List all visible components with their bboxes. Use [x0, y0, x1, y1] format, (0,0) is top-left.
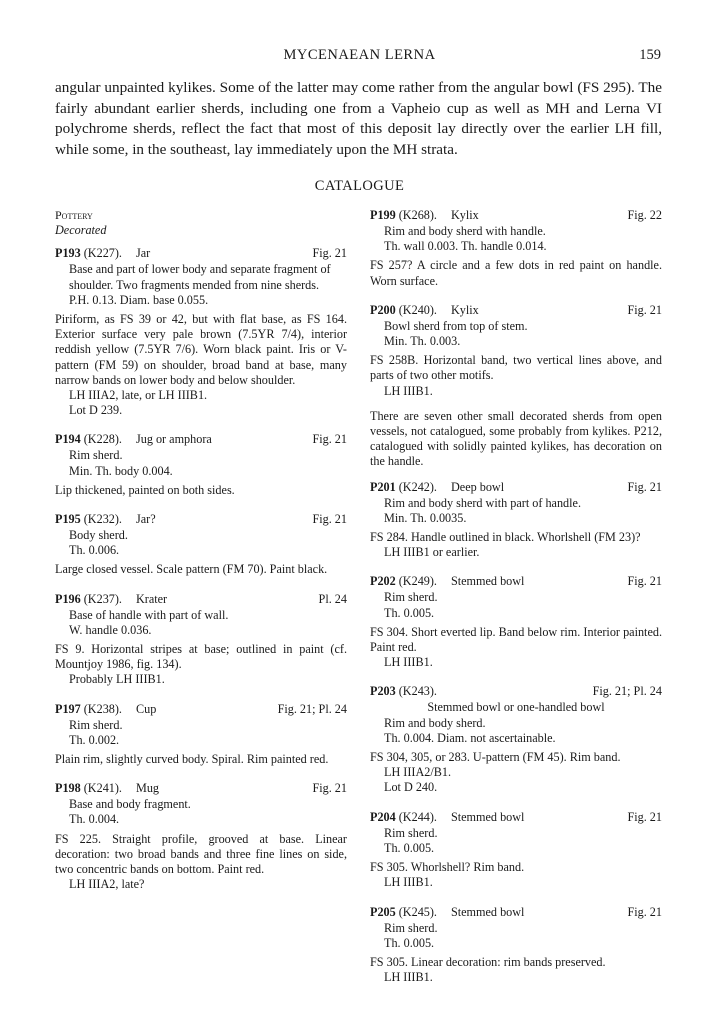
entry-detail: Min. Th. 0.003. — [384, 334, 461, 349]
entry-inventory: (K242). — [398, 479, 437, 494]
intro-paragraph: angular unpainted kylikes. Some of the latter may come rather from the angular bowl (FS 295). The fairly abundant earlier sherds, including one from a Vapheio cup as well as MH and Lerna VI polychrome sherds, reflect the fact that most of this deposit lay directly over the earlier LH fill, while some, in the southeast, lay immediately upon the MH strata. — [55, 79, 662, 158]
entry-detail: Rim and body sherd. — [384, 715, 486, 730]
entry-detail: Rim and body sherd with part of handle. — [384, 495, 581, 510]
entry-id: P203 — [370, 684, 396, 699]
entry-detail: Body sherd. — [69, 528, 128, 543]
catalogue-entry — [55, 432, 347, 498]
entry-description: FS 284. Handle outlined in black. Whorlshell (FM 23)? — [370, 530, 641, 545]
entry-detail: Th. 0.005. — [384, 935, 435, 950]
entry-type: Deep bowl — [450, 479, 505, 494]
entry-header — [370, 208, 662, 224]
entry-dating: LH IIIA2, late, or LH IIIB1. — [69, 388, 208, 403]
entry-detail: Min. Th. body 0.004. — [69, 463, 173, 478]
catalogue-entry — [55, 781, 347, 892]
entry-id: P200 — [370, 302, 396, 317]
entry-description: FS 258B. Horizontal band, two vertical lines above, and parts of two other motifs. — [370, 353, 662, 383]
entry-dating: LH IIIB1. — [384, 875, 433, 890]
catalogue-note: There are seven other small decorated sherds from open vessels, not catalogued, some probably from kylikes. P212, catalogued with solidly painted kylikes, has decoration on the handle. — [370, 408, 662, 469]
subsection-heading: Decorated — [55, 223, 107, 238]
entry-id: P205 — [370, 904, 396, 919]
entry-header — [55, 512, 347, 528]
entry-inventory: (K244). — [398, 809, 437, 824]
entry-type: Krater — [135, 591, 168, 606]
entry-type: Kylix — [450, 208, 479, 222]
catalogue-entry — [370, 905, 662, 986]
catalogue-title: CATALOGUE — [314, 178, 405, 194]
entry-detail: Th. 0.006. — [69, 543, 120, 558]
entry-header — [370, 905, 662, 921]
entry-description: FS 304. Short everted lip. Band below rim. Interior painted. Paint red. — [370, 624, 662, 655]
entry-header — [55, 781, 347, 797]
entry-type: Jug or amphora — [135, 432, 212, 447]
entry-id: P199 — [370, 208, 396, 222]
entry-inventory: (K245). — [398, 904, 437, 919]
entry-detail: Bowl sherd from top of stem. — [384, 318, 528, 333]
entry-type: Stemmed bowl — [450, 904, 525, 919]
entry-description: FS 305. Whorlshell? Rim band. — [370, 860, 525, 875]
entry-dating: Lot D 240. — [384, 780, 438, 795]
entry-header — [370, 684, 662, 700]
left-column — [55, 208, 347, 907]
entry-header — [370, 574, 662, 590]
entry-detail: Rim and body sherd with handle. — [384, 224, 546, 238]
entry-header — [370, 810, 662, 826]
entry-figure-ref: Fig. 22 — [627, 208, 662, 222]
entry-header — [55, 246, 347, 262]
right-entries-a — [370, 208, 662, 399]
entry-description: Lip thickened, painted on both sides. — [55, 482, 235, 497]
catalogue-entry — [55, 512, 347, 578]
entry-detail: Base and body fragment. — [69, 797, 191, 812]
entry-inventory: (K237). — [83, 591, 122, 606]
entry-id: P204 — [370, 809, 396, 824]
entry-inventory: (K238). — [83, 701, 122, 716]
entry-detail: Th. 0.004. Diam. not ascertainable. — [384, 730, 556, 745]
entry-detail: Th. 0.002. — [69, 732, 120, 747]
entry-figure-ref: Fig. 21 — [312, 246, 347, 261]
catalogue-entry — [370, 208, 662, 289]
entry-figure-ref: Fig. 21 — [627, 302, 662, 317]
entry-detail: Rim sherd. — [384, 590, 438, 605]
entry-detail: Th. 0.004. — [69, 812, 120, 827]
entry-detail: Base of handle with part of wall. — [69, 607, 229, 622]
catalogue-entry — [370, 480, 662, 561]
entry-detail: Rim sherd. — [384, 825, 438, 840]
entry-description: Large closed vessel. Scale pattern (FM 70). Paint black. — [55, 562, 328, 577]
entry-figure-ref: Fig. 21 — [627, 904, 662, 919]
entry-type: Stemmed bowl — [450, 574, 525, 589]
catalogue-entry — [370, 684, 662, 795]
entry-detail: P.H. 0.13. Diam. base 0.055. — [69, 292, 209, 307]
page-number: 159 — [639, 47, 661, 63]
entry-dating: LH IIIA2/B1. — [384, 765, 452, 780]
entry-inventory: (K241). — [83, 781, 122, 796]
entry-detail: Rim sherd. — [69, 717, 123, 732]
entry-description: FS 9. Horizontal stripes at base; outlined in paint (cf. Mountjoy 1986, fig. 134). — [55, 642, 347, 672]
entry-figure-ref: Fig. 21; Pl. 24 — [592, 684, 662, 699]
entry-inventory: (K228). — [83, 432, 122, 447]
entry-type: Stemmed bowl — [450, 809, 525, 824]
entry-figure-ref: Fig. 21 — [627, 809, 662, 824]
entry-detail: Base and part of lower body and separate fragment of shoulder. Two fragments mended from nine sherds. — [69, 262, 331, 292]
entry-figure-ref: Fig. 21 — [627, 479, 662, 494]
entry-figure-ref: Fig. 21 — [627, 574, 662, 589]
entry-detail: W. handle 0.036. — [69, 622, 152, 637]
right-entries-b — [370, 480, 662, 986]
catalogue-entry — [55, 702, 347, 768]
entry-dating: LH IIIB1 or earlier. — [384, 545, 480, 560]
entry-figure-ref: Pl. 24 — [318, 591, 347, 606]
catalogue-entry — [370, 303, 662, 399]
entry-detail: Th. 0.005. — [384, 840, 435, 855]
entry-id: P196 — [55, 591, 81, 606]
entry-header — [55, 592, 347, 608]
entry-type: Kylix — [450, 302, 479, 317]
entry-description: FS 257? A circle and a few dots in red paint on handle. Worn surface. — [370, 258, 662, 288]
entry-description: FS 225. Straight profile, grooved at base. Linear decoration: two broad bands and three fine lines on side, two concentric bands on bottom. Paint red. — [55, 831, 347, 877]
entry-description: FS 305. Linear decoration: rim bands preserved. — [370, 954, 606, 969]
catalogue-entry — [55, 592, 347, 688]
entry-dating: LH IIIB1. — [384, 970, 433, 985]
right-column — [370, 208, 662, 999]
entry-header — [55, 432, 347, 448]
catalogue-entry — [370, 810, 662, 891]
entry-detail: Rim sherd. — [69, 448, 123, 463]
entry-detail: Min. Th. 0.0035. — [384, 510, 467, 525]
running-head — [0, 47, 719, 67]
entry-id: P202 — [370, 574, 396, 589]
entry-type: Jar — [135, 246, 151, 261]
entry-id: P193 — [55, 246, 81, 261]
entry-description: Plain rim, slightly curved body. Spiral. Rim painted red. — [55, 752, 329, 767]
entry-id: P195 — [55, 512, 81, 527]
entry-subtitle: Stemmed bowl or one-handled bowl — [427, 700, 605, 715]
entry-figure-ref: Fig. 21 — [312, 512, 347, 527]
entry-figure-ref: Fig. 21 — [312, 432, 347, 447]
entry-dating: LH IIIB1. — [384, 383, 433, 398]
running-title: MYCENAEAN LERNA — [283, 47, 436, 63]
entry-description: Piriform, as FS 39 or 42, but with flat base, as FS 164. Exterior surface very pale brown (7.5YR 7/4), interior reddish yellow (7.5YR 7/6). Worn black paint. Iris or V-pattern (FM 59) on shoulder, broad band at base, many narrow bands on lower body and below shoulder. — [55, 312, 347, 387]
entry-dating: LH IIIB1. — [384, 655, 433, 670]
entry-type: Mug — [135, 781, 160, 796]
entry-inventory: (K227). — [83, 246, 122, 261]
entry-dating: Lot D 239. — [69, 403, 123, 418]
entry-detail: Rim sherd. — [384, 920, 438, 935]
entry-id: P197 — [55, 701, 81, 716]
entry-detail: Th. 0.005. — [384, 605, 435, 620]
entry-header — [370, 303, 662, 319]
catalogue-entry — [55, 246, 347, 418]
entry-header — [55, 702, 347, 718]
entry-inventory: (K268). — [398, 208, 437, 222]
entry-id: P198 — [55, 781, 81, 796]
entry-id: P201 — [370, 479, 396, 494]
left-entries — [55, 246, 347, 892]
entry-figure-ref: Fig. 21; Pl. 24 — [277, 701, 347, 716]
entry-dating: Probably LH IIIB1. — [69, 672, 165, 687]
entry-header — [370, 480, 662, 496]
entry-id: P194 — [55, 432, 81, 447]
entry-type: Cup — [135, 701, 157, 716]
entry-inventory: (K249). — [398, 574, 437, 589]
catalogue-entry — [370, 574, 662, 670]
entry-inventory: (K243). — [398, 684, 437, 699]
entry-inventory: (K240). — [398, 302, 437, 317]
entry-description: FS 304, 305, or 283. U-pattern (FM 45). Rim band. — [370, 750, 621, 765]
entry-detail: Th. wall 0.003. Th. handle 0.014. — [384, 239, 547, 254]
entry-dating: LH IIIA2, late? — [69, 877, 145, 892]
entry-figure-ref: Fig. 21 — [312, 781, 347, 796]
section-heading: Pottery — [55, 208, 93, 222]
entry-inventory: (K232). — [83, 512, 122, 527]
entry-type: Jar? — [135, 512, 156, 527]
